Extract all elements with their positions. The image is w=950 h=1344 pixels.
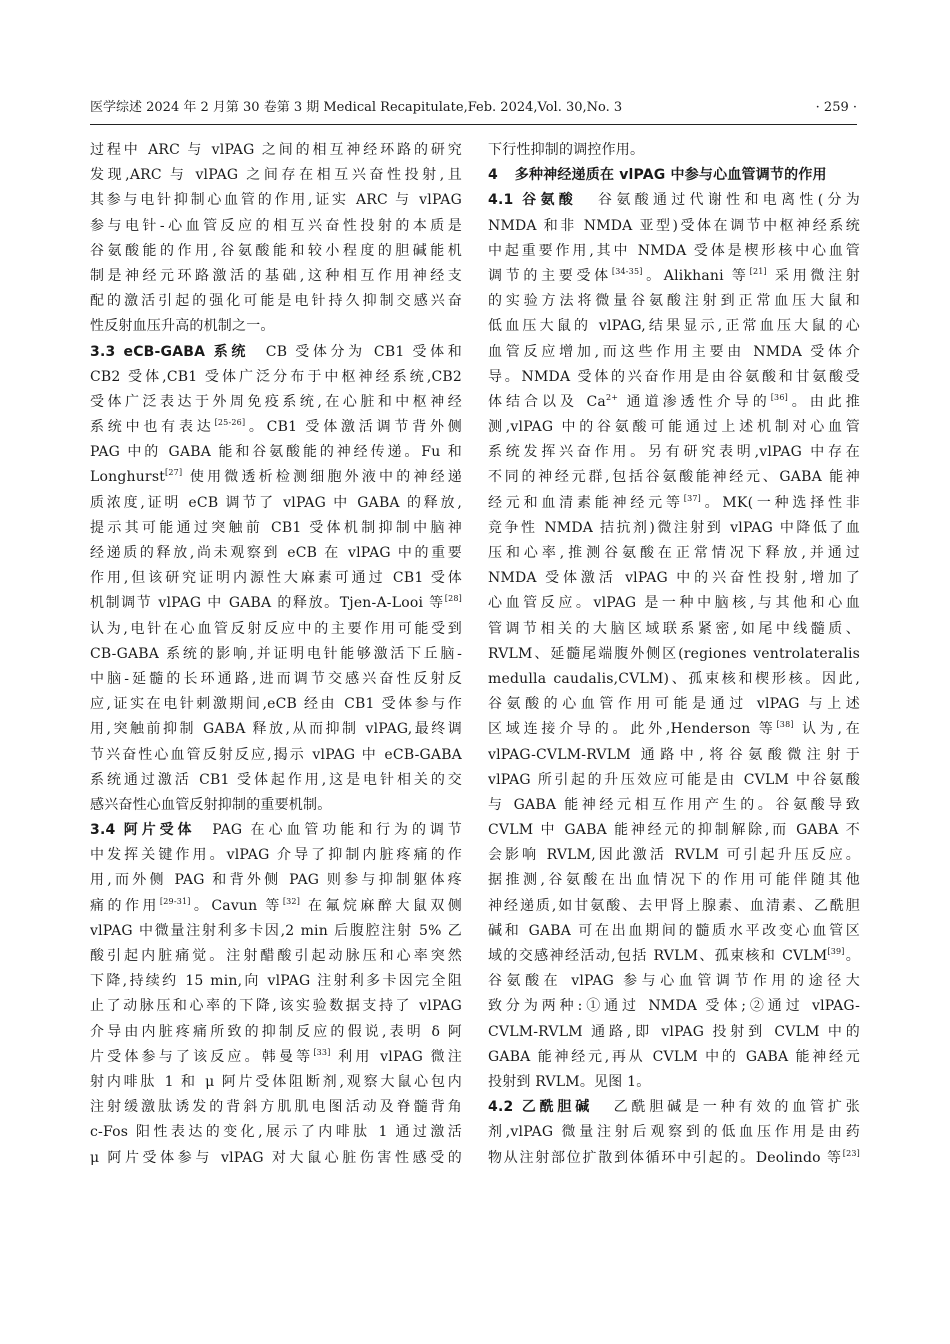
header-rule — [90, 124, 857, 125]
text-run: 谷氨酸能的作用,谷氨酸能和较小程度的胆碱能机 — [90, 242, 462, 259]
text-run: 其参与电针抑制心血管的作用,证实 ARC 与 vlPAG — [90, 192, 462, 209]
text-run: 多种神经递质在 vlPAG 中参与心血管调节的作用 — [514, 167, 827, 184]
text-run: 会影响 RVLM,因此激活 RVLM 可引起升压反应。 — [488, 847, 860, 864]
text-run: 致分为两种:①通过 NMDA 受体;②通过 vlPAG- — [488, 998, 860, 1015]
text-line — [90, 692, 462, 717]
text-line — [90, 214, 462, 239]
text-run: Longhurst — [90, 469, 166, 486]
text-line — [90, 1146, 462, 1171]
text-line — [488, 1146, 860, 1171]
text-run: 配的激活引起的强化可能是电针持久抑制交感兴奋 — [90, 293, 462, 310]
text-run: 不同的神经元群,包括谷氨酸能神经元、GABA 能神 — [488, 469, 860, 486]
text-line — [488, 1070, 860, 1095]
citation-ref: [23] — [842, 1148, 860, 1158]
text-run: 节兴奋性心血管反射反应,揭示 vlPAG 中 eCB-GABA — [90, 746, 462, 763]
text-line — [90, 314, 462, 339]
text-line — [90, 868, 462, 893]
text-run: 应,证实在电针刺激期间,eCB 经由 CB1 受体参与作 — [90, 696, 462, 713]
text-line — [488, 390, 860, 415]
section-heading: 4.1 — [488, 192, 514, 209]
text-run: 管调节相关的大脑区域联系紧密,如尾中线髓质、 — [488, 620, 860, 637]
citation-ref: [21] — [749, 266, 767, 276]
text-run: CB2 受体,CB1 受体广泛分布于中枢神经系统,CB2 — [90, 368, 462, 385]
text-run: 。由此推 — [787, 393, 860, 410]
text-line — [90, 919, 462, 944]
citation-ref: [38] — [776, 720, 794, 730]
text-run: 片受体参与了该反应。韩曼等 — [90, 1048, 314, 1065]
text-run: 低血压大鼠的 vlPAG,结果显示,正常血压大鼠的心 — [488, 318, 860, 335]
citation-ref: [27] — [165, 468, 183, 478]
text-run: 止了动脉压和心率的下降,该实验数据支持了 vlPAG — [90, 998, 462, 1015]
text-run: 。MK(一种选择性非 — [700, 494, 860, 511]
text-line — [90, 1070, 462, 1095]
section-heading: 4.2 — [488, 1099, 514, 1116]
text-line — [90, 465, 462, 490]
text-run: 中发挥关键作用。vlPAG 介导了抑制内脏疼痛的作 — [90, 847, 462, 864]
text-run: 导。NMDA 受体的兴奋作用是由谷氨酸和甘氨酸受 — [488, 368, 860, 385]
text-run: 性反射血压升高的机制之一。 — [90, 318, 275, 335]
text-line — [90, 138, 462, 163]
text-run: 谷氨酸通过代谢性和电离性(分为 — [593, 192, 860, 209]
text-run: 乙酰胆碱是一种有效的血管扩张 — [609, 1099, 860, 1116]
text-run: 与 GABA 能神经元相互作用产生的。谷氨酸导致 — [488, 796, 860, 813]
text-run: 注射缓激肽诱发的背斜方肌肌电图活动及脊髓背角 — [90, 1099, 462, 1116]
right-text-column — [488, 138, 860, 1228]
text-line — [90, 541, 462, 566]
text-line — [90, 415, 462, 440]
text-line — [488, 314, 860, 339]
citation-ref: 2+ — [605, 392, 619, 402]
text-line — [90, 516, 462, 541]
text-line — [90, 566, 462, 591]
text-run: 机制调节 vlPAG 中 GABA 的释放。Tjen-A-Looi 等 — [90, 595, 445, 612]
text-run: 经递质的释放,尚未观察到 eCB 在 vlPAG 中的重要 — [90, 545, 462, 561]
text-line — [90, 843, 462, 868]
text-line — [90, 163, 462, 188]
text-run: μ 阿片受体参与 vlPAG 对大鼠心脏伤害性感受的 — [90, 1149, 462, 1166]
text-run: 使用微透析检测细胞外液中的神经递 — [182, 469, 462, 486]
text-run: 剂,vlPAG 微量注射后观察到的低血压作用是由药 — [488, 1124, 860, 1141]
text-line — [90, 239, 462, 264]
text-run: 认为,电针在心血管反射反应中的主要作用可能受到 — [90, 620, 462, 637]
text-line — [488, 868, 860, 893]
text-run: 调节的主要受体 — [488, 267, 612, 284]
text-line — [488, 642, 860, 667]
citation-ref: [34-35] — [611, 266, 643, 276]
text-run: 系统中也有表达 — [90, 419, 215, 436]
text-run: 用,突触前抑制 GABA 释放,从而抑制 vlPAG,最终调 — [90, 721, 462, 738]
text-line — [90, 617, 462, 642]
text-run: vlPAG 中微量注射利多卡因,2 min 后腹腔注射 5% 乙 — [90, 922, 462, 939]
text-run — [115, 344, 123, 360]
text-line — [488, 541, 860, 566]
text-run: 。CB1 受体激活调节背外侧 — [245, 419, 462, 436]
text-run: 质浓度,证明 eCB 调节了 vlPAG 中 GABA 的释放, — [90, 494, 462, 511]
text-run: 压和心率,推测谷氨酸在正常情况下释放,并通过 — [488, 545, 860, 561]
text-run: NMDA 受体激活 vlPAG 中的兴奋性投射,增加了 — [488, 570, 860, 587]
citation-ref: [39] — [827, 947, 845, 956]
citation-ref: [25-26] — [214, 418, 246, 428]
text-run: 下行性抑制的调控作用。 — [488, 142, 645, 158]
text-run: 采用微注射 — [766, 267, 860, 284]
citation-ref: [28] — [444, 594, 462, 604]
text-run: 认为,在 — [793, 721, 860, 738]
text-run: 域的交感神经活动,包括 RVLM、孤束核和 CVLM — [488, 948, 828, 964]
text-run: PAG 在心血管功能和行为的调节 — [212, 822, 462, 839]
text-run: 竞争性 NMDA 拮抗剂)微注射到 vlPAG 中降低了血 — [488, 519, 860, 536]
text-line — [90, 1020, 462, 1045]
text-run: 作用,但该研究证明内源性大麻素可通过 CB1 受体 — [90, 570, 462, 587]
text-line — [90, 1045, 462, 1070]
text-run: 中起重要作用,其中 NMDA 受体是楔形核中心血管 — [488, 242, 860, 259]
text-run — [115, 822, 123, 838]
text-line — [488, 994, 860, 1019]
text-line — [90, 340, 462, 365]
text-line — [488, 340, 860, 365]
text-line — [90, 994, 462, 1019]
section-heading: 3.4 — [90, 822, 116, 839]
text-run: 利用 vlPAG 微注 — [330, 1048, 462, 1065]
text-run: 体结合以及 Ca — [488, 393, 606, 410]
text-line — [488, 163, 860, 188]
text-line — [488, 239, 860, 264]
text-line — [488, 692, 860, 717]
text-line — [488, 919, 860, 944]
text-run: 物从注射部位扩散到体循环中引起的。Deolindo 等 — [488, 1149, 843, 1166]
text-line — [90, 289, 462, 314]
text-run: 碱和 GABA 可在出血期间的髓质水平改变心血管区 — [488, 922, 860, 939]
text-run: CVLM-RVLM 通路,即 vlPAG 投射到 CVLM 中的 — [488, 1023, 860, 1040]
text-run — [513, 1099, 521, 1115]
text-run: 系统发挥兴奋作用。另有研究表明,vlPAG 中存在 — [488, 444, 860, 461]
text-line — [488, 1045, 860, 1070]
text-line — [488, 491, 860, 516]
text-line — [90, 667, 462, 692]
text-run: 酸引起内脏痛觉。注射醋酸引起动脉压和心率突然 — [90, 948, 462, 964]
text-line — [488, 843, 860, 868]
citation-ref: [36] — [770, 392, 788, 402]
text-run: 据推测,谷氨酸在出血情况下的作用可能伴随其他 — [488, 872, 860, 889]
text-line — [90, 818, 462, 843]
page-number: · 259 · — [815, 100, 857, 115]
running-header — [90, 98, 857, 118]
citation-ref: [37] — [683, 493, 701, 503]
text-line — [90, 969, 462, 994]
text-line — [488, 1120, 860, 1145]
text-run: CVLM 中 GABA 能神经元的抑制解除,而 GABA 不 — [488, 822, 860, 839]
text-line — [488, 566, 860, 591]
text-line — [90, 768, 462, 793]
text-line — [488, 894, 860, 919]
text-run: vlPAG 所引起的升压效应可能是由 CVLM 中谷氨酸 — [488, 771, 860, 788]
text-line — [488, 667, 860, 692]
text-line — [488, 440, 860, 465]
text-run: 受体广泛表达于外周免疫系统,在心脏和中枢神经 — [90, 393, 462, 410]
text-run: 在氟烷麻醉大鼠双侧 — [300, 897, 462, 914]
text-line — [90, 944, 462, 969]
text-run: vlPAG-CVLM-RVLM 通路中,将谷氨酸微注射于 — [488, 746, 860, 763]
text-line — [90, 793, 462, 818]
section-heading: 阿片受体 — [123, 822, 196, 839]
text-run: 制是神经元环路激活的基础,这种相互作用神经支 — [90, 267, 462, 284]
text-run: 用,而外侧 PAG 和背外侧 PAG 则参与抑制躯体疼 — [90, 872, 462, 889]
text-line — [488, 818, 860, 843]
text-line — [90, 717, 462, 742]
text-line — [90, 491, 462, 516]
citation-ref: [32] — [282, 896, 301, 906]
text-line — [90, 188, 462, 213]
text-line — [90, 1120, 462, 1145]
text-run — [513, 192, 522, 208]
text-run: 系统通过激活 CB1 受体起作用,这是电针相关的交 — [90, 771, 462, 788]
text-line — [488, 465, 860, 490]
section-heading: 谷氨酸 — [522, 192, 578, 209]
text-run: 谷氨酸在 vlPAG 参与心血管调节作用的途径大 — [488, 973, 860, 990]
text-run: CB-GABA 系统的影响,并证明电针能够激活下丘脑- — [90, 645, 462, 662]
text-run: 痛的作用 — [90, 897, 160, 914]
text-line — [90, 591, 462, 616]
text-run: 提示其可能通过突触前 CB1 受体机制抑制中脑神 — [90, 519, 462, 536]
text-line — [488, 188, 860, 213]
text-line — [488, 969, 860, 994]
text-run: 心血管反应。vlPAG 是一种中脑核,与其他和心血 — [488, 595, 860, 612]
citation-ref: [33] — [313, 1047, 331, 1057]
text-line — [488, 415, 860, 440]
text-run: 区域连接介导的。此外,Henderson 等 — [488, 721, 777, 738]
text-run: 经元和血清素能神经元等 — [488, 494, 684, 511]
text-run: 通道渗透性介导的 — [618, 393, 771, 410]
left-text-column — [90, 138, 462, 1228]
text-line — [488, 516, 860, 541]
text-line — [488, 768, 860, 793]
text-line — [488, 944, 860, 969]
text-run: 的实验方法将微量谷氨酸注射到正常血压大鼠和 — [488, 293, 860, 310]
text-run: RVLM、延髓尾端腹外侧区(regiones ventrolateralis — [488, 645, 860, 662]
text-run: 4 — [488, 167, 498, 184]
text-run: 感兴奋性心血管反射抑制的重要机制。 — [90, 796, 332, 813]
text-line — [90, 642, 462, 667]
text-run: c-Fos 阳性表达的变化,展示了内啡肽 1 通过激活 — [90, 1124, 462, 1141]
text-line — [488, 214, 860, 239]
text-run: 血管反应增加,而这些作用主要由 NMDA 受体介 — [488, 343, 860, 360]
text-line — [90, 1095, 462, 1120]
text-run: 发现,ARC 与 vlPAG 之间存在相互兴奋性投射,且 — [90, 167, 462, 184]
citation-ref: [29-31] — [159, 896, 191, 906]
text-line — [488, 365, 860, 390]
section-heading: 3.3 — [90, 343, 116, 360]
text-run: 测,vlPAG 中的谷氨酸可能通过上述机制对心血管 — [488, 419, 860, 436]
text-run: 神经递质,如甘氨酸、去甲肾上腺素、血清素、乙酰胆 — [488, 897, 860, 914]
text-run: 。Cavun 等 — [190, 897, 283, 914]
text-run: 下降,持续约 15 min,向 vlPAG 注射利多卡因完全阻 — [90, 973, 462, 990]
section-heading: eCB-GABA 系统 — [123, 343, 249, 360]
text-line — [488, 264, 860, 289]
text-line — [90, 743, 462, 768]
section-heading: 乙酰胆碱 — [521, 1099, 594, 1116]
text-run: 谷氨酸的心血管作用可能是通过 vlPAG 与上述 — [488, 696, 860, 713]
text-line — [488, 793, 860, 818]
text-run: 中脑-延髓的长环通路,进而调节交感兴奋性反射反 — [90, 670, 462, 687]
text-line — [488, 289, 860, 314]
text-run: 。 — [844, 948, 860, 964]
text-line — [488, 717, 860, 742]
text-run: CB 受体分为 CB1 受体和 — [265, 343, 462, 360]
text-line — [488, 1020, 860, 1045]
text-run: 介导由内脏疼痛所致的抑制反应的假说,表明 δ 阿 — [90, 1023, 462, 1040]
text-run: 投射到 RVLM。见图 1。 — [488, 1073, 651, 1090]
text-run: 过程中 ARC 与 vlPAG 之间的相互神经环路的研究 — [90, 142, 462, 158]
text-run: 。Alikhani 等 — [642, 267, 750, 284]
text-line — [488, 743, 860, 768]
journal-citation: 医学综述 2024 年 2 月第 30 卷第 3 期 Medical Recapitulate,Feb. 2024,Vol. 30,No. 3 — [90, 100, 623, 115]
text-run: NMDA 和非 NMDA 亚型)受体在调节中枢神经系统 — [488, 217, 860, 234]
text-line — [90, 365, 462, 390]
text-line — [90, 390, 462, 415]
text-line — [90, 894, 462, 919]
text-run: medulla caudalis,CVLM)、孤束核和楔形核。因此, — [488, 670, 860, 687]
text-line — [488, 591, 860, 616]
text-line — [90, 440, 462, 465]
text-run: PAG 中的 GABA 能和谷氨酸能的神经传递。Fu 和 — [90, 444, 462, 461]
text-line — [90, 264, 462, 289]
text-line — [488, 138, 860, 163]
text-line — [488, 617, 860, 642]
text-line — [488, 1095, 860, 1120]
text-run: GABA 能神经元,再从 CVLM 中的 GABA 能神经元 — [488, 1048, 860, 1065]
text-run: 射内啡肽 1 和 μ 阿片受体阻断剂,观察大鼠心包内 — [90, 1073, 462, 1090]
text-run: 参与电针-心血管反应的相互兴奋性投射的本质是 — [90, 217, 462, 234]
